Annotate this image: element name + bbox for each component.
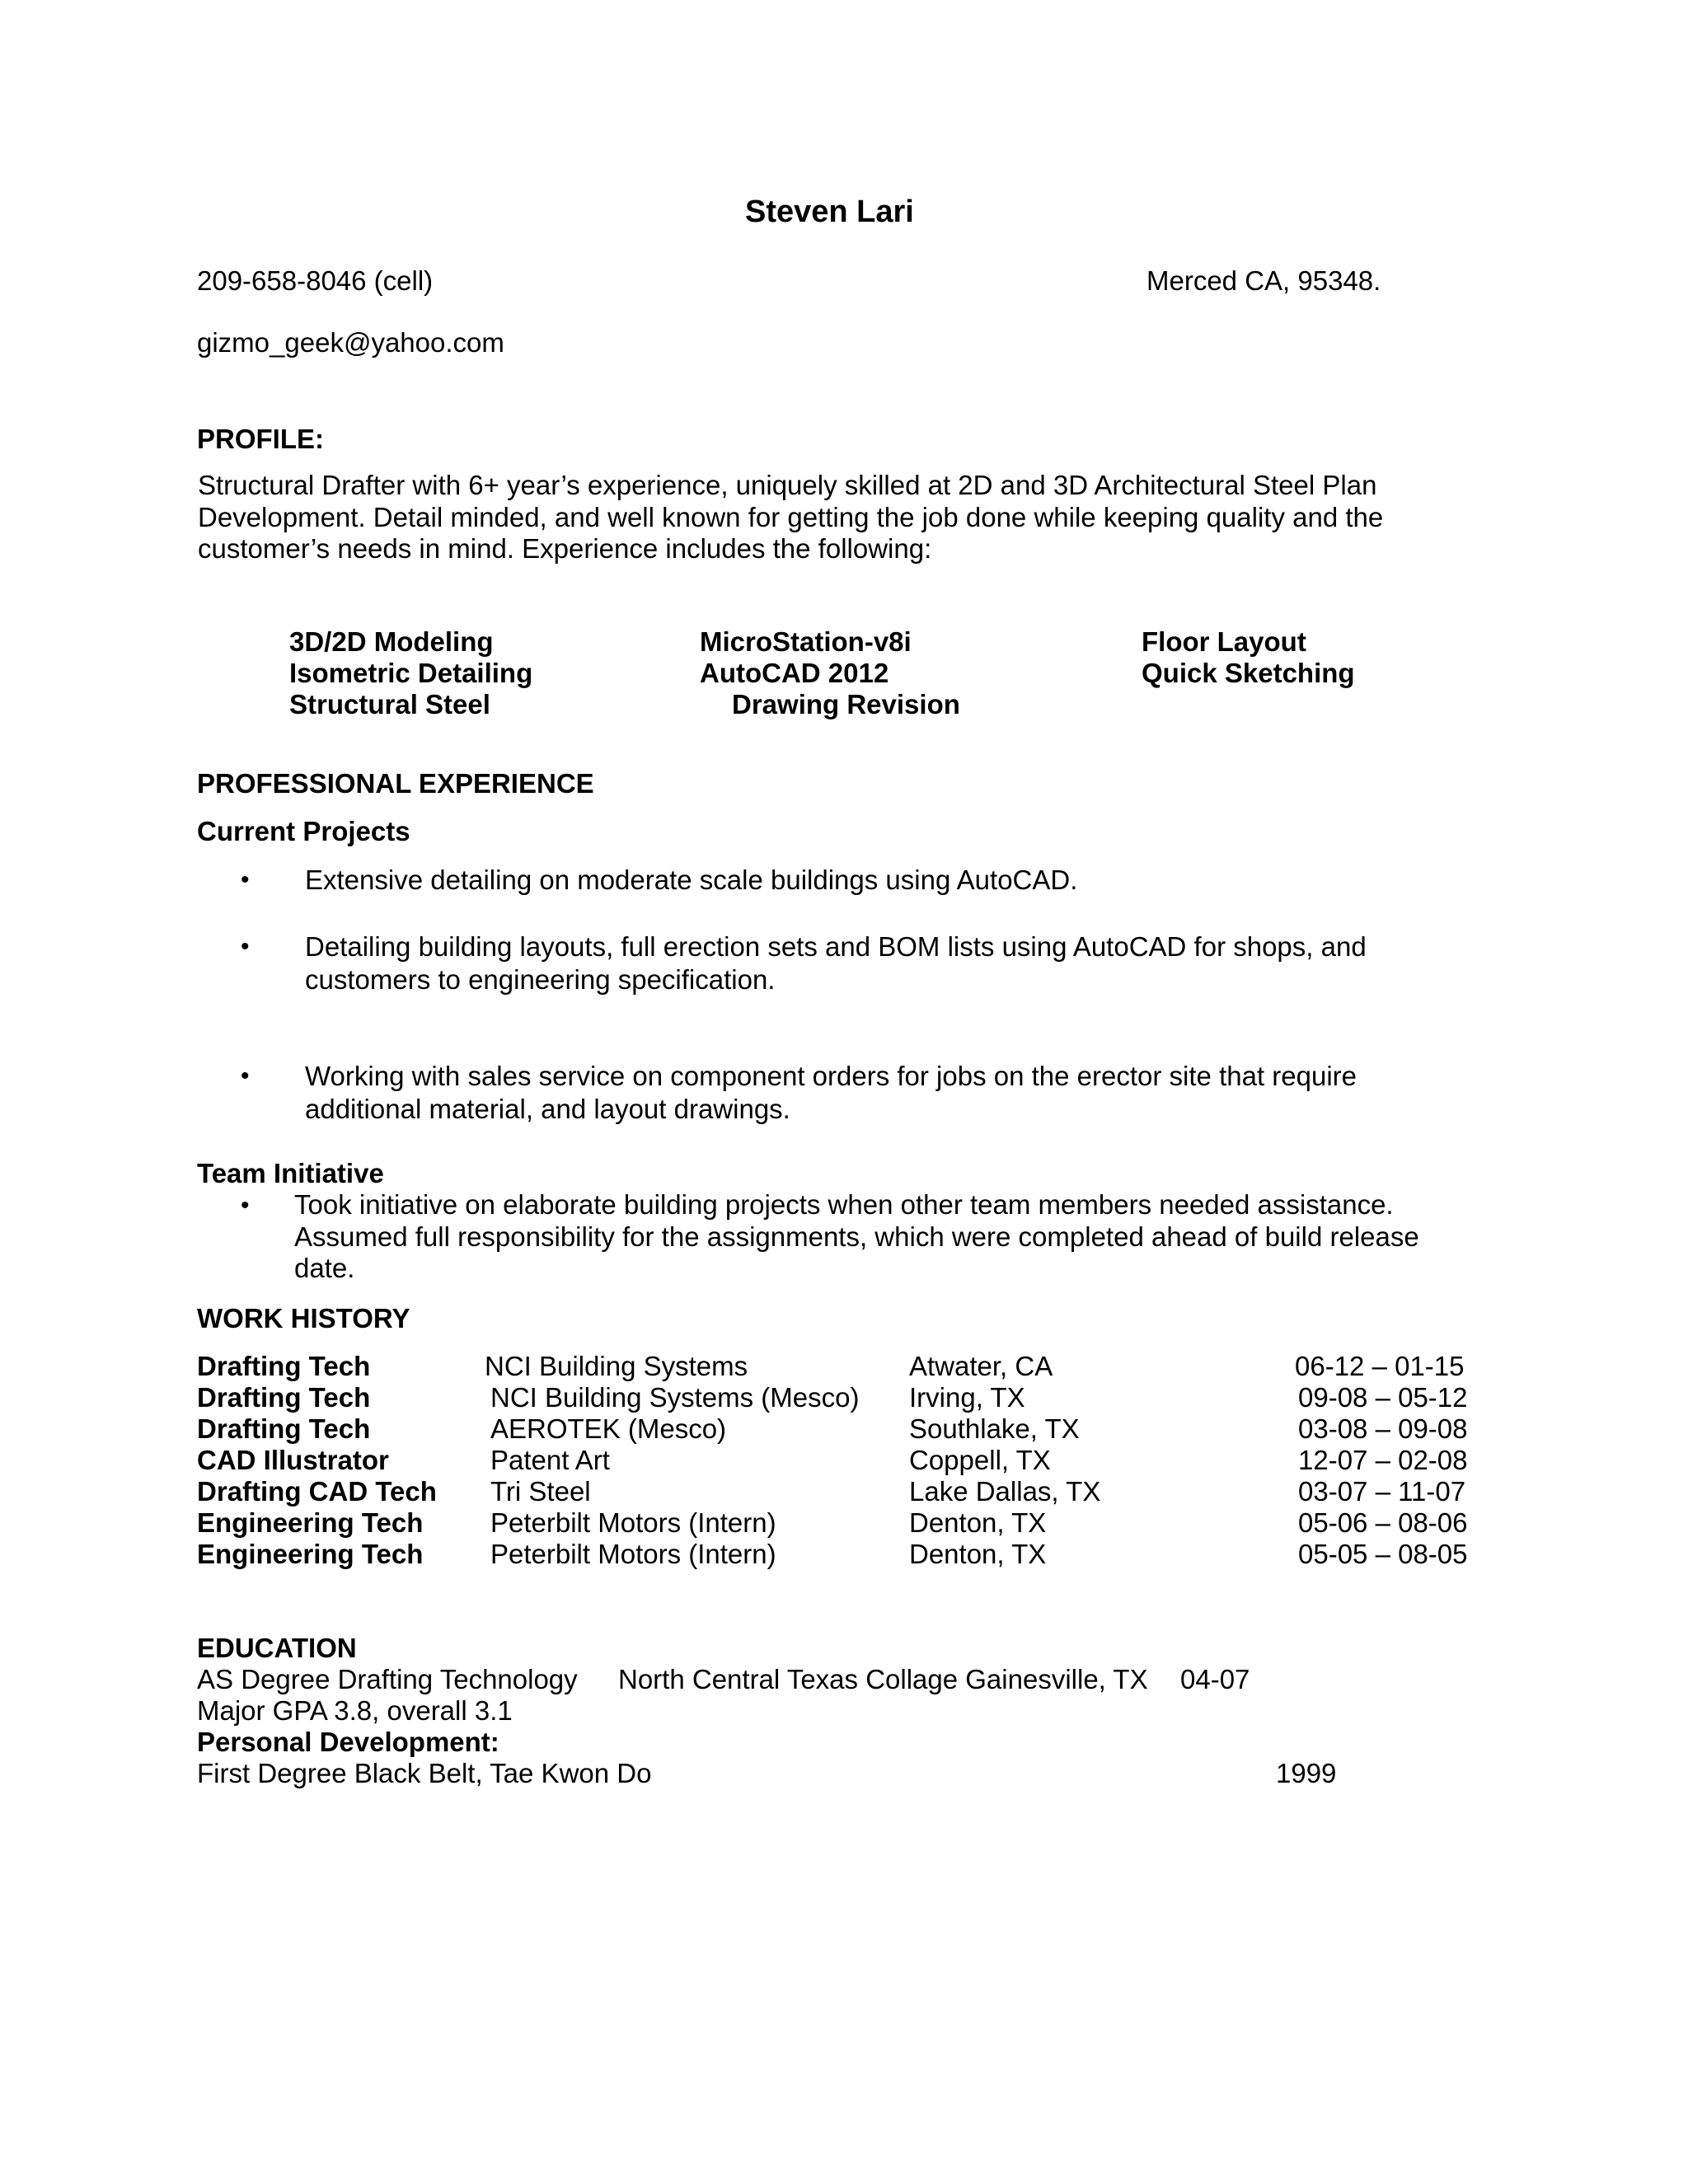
list-item: Extensive detailing on moderate scale buildings using AutoCAD. [305,865,1078,895]
bullet-icon: • [241,1062,250,1090]
skill-item: Floor Layout [1142,626,1306,657]
company: AEROTEK (Mesco) [490,1413,727,1444]
team-initiative-heading: Team Initiative [197,1158,384,1188]
job-title: Drafting CAD Tech [197,1476,437,1507]
degree: AS Degree Drafting Technology [197,1664,578,1694]
list-item: Working with sales service on component orders for jobs on the erector site that require additional material, and layout drawings. [305,1061,1357,1124]
company: NCI Building Systems [485,1351,748,1381]
job-title: Engineering Tech [197,1539,424,1569]
experience-heading: PROFESSIONAL EXPERIENCE [197,768,594,799]
company: Patent Art [490,1445,610,1475]
skill-item: Structural Steel [289,689,490,719]
education-heading: EDUCATION [197,1633,357,1663]
job-title: CAD Illustrator [197,1445,389,1475]
skill-item: Drawing Revision [732,689,960,719]
job-location: Coppell, TX [909,1445,1051,1475]
job-location: Atwater, CA [909,1351,1053,1381]
work-history-heading: WORK HISTORY [197,1303,410,1333]
email-address: gizmo_geek@yahoo.com [197,327,504,358]
skill-item: MicroStation-v8i [700,626,912,657]
company: Peterbilt Motors (Intern) [490,1539,776,1569]
skill-item: Isometric Detailing [289,658,533,688]
school: North Central Texas Collage Gainesville, TX [618,1664,1148,1694]
bullet-icon: • [241,1192,250,1219]
job-dates: 03-07 – 11-07 [1298,1476,1466,1507]
job-title: Drafting Tech [197,1413,371,1444]
gpa: Major GPA 3.8, overall 3.1 [197,1695,513,1726]
job-location: Lake Dallas, TX [909,1476,1101,1507]
list-item: Took initiative on elaborate building projects when other team members needed assistance. Assumed full responsibility for the assignments, which were completed ahead of build release date. [294,1189,1419,1283]
personal-development-year: 1999 [1276,1758,1337,1788]
phone-number: 209-658-8046 (cell) [197,265,434,296]
company: Tri Steel [490,1476,591,1507]
job-dates: 05-05 – 08-05 [1298,1539,1468,1569]
profile-text: Structural Drafter with 6+ year’s experience, uniquely skilled at 2D and 3D Architectural Steel Plan Development. Detail minded, and well known for getting the job done while keeping quality and the customer’s needs in mind. Experience includes the following: [198,470,1384,564]
job-dates: 03-08 – 09-08 [1298,1413,1468,1444]
job-title: Engineering Tech [197,1507,424,1538]
location: Merced CA, 95348. [1146,265,1381,296]
job-dates: 09-08 – 05-12 [1298,1382,1468,1413]
job-title: Drafting Tech [197,1351,371,1381]
company: Peterbilt Motors (Intern) [490,1507,776,1538]
list-item: Detailing building layouts, full erection sets and BOM lists using AutoCAD for shops, and customers to engineering specification. [305,931,1367,995]
bullet-icon: • [241,933,250,960]
candidate-name: Steven Lari [745,194,914,229]
job-dates: 05-06 – 08-06 [1298,1507,1468,1538]
current-projects-heading: Current Projects [197,816,410,846]
company: NCI Building Systems (Mesco) [490,1382,860,1413]
personal-development-heading: Personal Development: [197,1727,499,1757]
profile-heading: PROFILE: [197,424,324,454]
skill-item: AutoCAD 2012 [700,658,889,688]
education-date: 04-07 [1180,1664,1250,1694]
skill-item: 3D/2D Modeling [289,626,494,657]
job-location: Southlake, TX [909,1413,1080,1444]
job-dates: 12-07 – 02-08 [1298,1445,1468,1475]
bullet-icon: • [241,866,250,893]
job-location: Denton, TX [909,1539,1047,1569]
personal-development-item: First Degree Black Belt, Tae Kwon Do [197,1758,652,1788]
job-location: Denton, TX [909,1507,1047,1538]
job-location: Irving, TX [909,1382,1025,1413]
skill-item: Quick Sketching [1142,658,1355,688]
job-dates: 06-12 – 01-15 [1295,1351,1465,1381]
job-title: Drafting Tech [197,1382,371,1413]
